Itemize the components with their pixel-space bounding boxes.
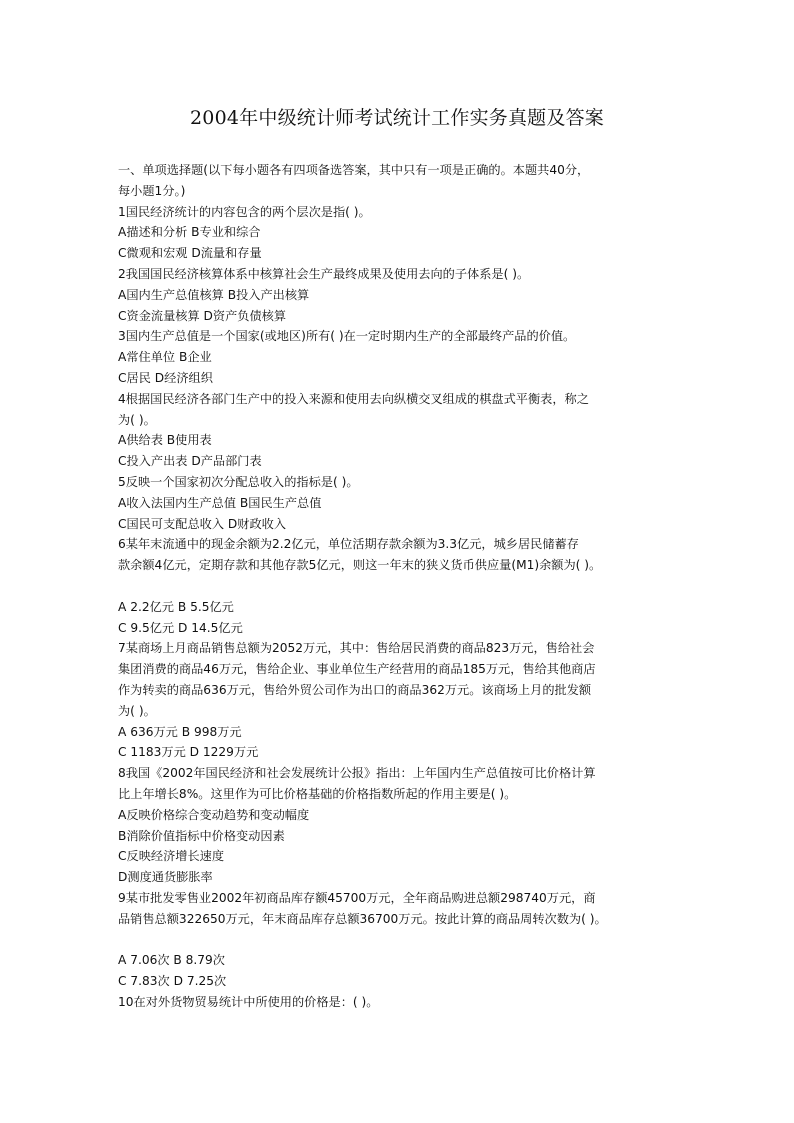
text-line: 1国民经济统计的内容包含的两个层次是指( )。 — [118, 204, 371, 219]
text-line: A常住单位 B企业 — [118, 350, 212, 365]
text-line: D测度通货膨胀率 — [118, 870, 213, 885]
text-line: C 1183万元 D 1229万元 — [118, 745, 259, 760]
text-line: C微观和宏观 D流量和存量 — [118, 246, 262, 261]
text-line: C 7.83次 D 7.25次 — [118, 974, 227, 989]
text-line: A反映价格综合变动趋势和变动幅度 — [118, 807, 310, 822]
text-line: 2我国国民经济核算体系中核算社会生产最终成果及使用去向的子体系是( )。 — [118, 266, 530, 281]
text-line: 一、单项选择题(以下每小题各有四项备选答案，其中只有一项是正确的。本题共40分， — [118, 163, 590, 177]
text-line: 集团消费的商品46万元，售给企业、事业单位生产经营用的商品185万元，售给其他商店 — [118, 662, 596, 677]
text-line: 款余额4亿元，定期存款和其他存款5亿元，则这一年末的狭义货币供应量(M1)余额为( )。 — [118, 558, 602, 573]
text-line: A国内生产总值核算 B投入产出核算 — [118, 287, 310, 302]
text-line: C投入产出表 D产品部门表 — [118, 454, 262, 469]
text-line: C 9.5亿元 D 14.5亿元 — [118, 620, 243, 635]
text-line: 作为转卖的商品636万元，售给外贸公司作为出口的商品362万元。该商场上月的批发额 — [118, 682, 592, 697]
text-line: 每小题1分。) — [118, 183, 186, 198]
text-line: 品销售总额322650万元，年末商品库存总额36700万元。按此计算的商品周转次数为( )。 — [118, 911, 607, 926]
text-line: A描述和分析 B专业和综合 — [118, 225, 261, 240]
blank-line — [118, 576, 678, 597]
text-line: 比上年增长8%。这里作为可比价格基础的价格指数所起的作用主要是( )。 — [118, 786, 517, 801]
text-line: A 7.06次 B 8.79次 — [118, 953, 225, 968]
text-line: 3国内生产总值是一个国家(或地区)所有( )在一定时期内生产的全部最终产品的价值。 — [118, 329, 576, 344]
document-body — [118, 160, 678, 1013]
text-line: 5反映一个国家初次分配总收入的指标是( )。 — [118, 474, 359, 489]
text-line: 10在对外货物贸易统计中所使用的价格是：( )。 — [118, 994, 379, 1009]
text-line: C居民 D经济组织 — [118, 370, 213, 385]
page-title: 2004年中级统计师考试统计工作实务真题及答案 — [190, 107, 604, 129]
text-line: 为( )。 — [118, 412, 156, 427]
text-line: A供给表 B使用表 — [118, 433, 212, 448]
text-line: 9某市批发零售业2002年初商品库存额45700万元，全年商品购进总额298740万元，商 — [118, 890, 596, 905]
text-line: A 636万元 B 998万元 — [118, 724, 242, 739]
text-line: 7某商场上月商品销售总额为2052万元，其中：售给居民消费的商品823万元，售给社会 — [118, 641, 595, 656]
text-line: 8我国《2002年国民经济和社会发展统计公报》指出：上年国内生产总值按可比价格计算 — [118, 766, 596, 781]
text-line: 为( )。 — [118, 703, 156, 718]
text-line: A收入法国内生产总值 B国民生产总值 — [118, 495, 322, 510]
text-line: B消除价值指标中价格变动因素 — [118, 828, 285, 843]
text-line: C反映经济增长速度 — [118, 849, 225, 864]
text-line: 4根据国民经济各部门生产中的投入来源和使用去向纵横交叉组成的棋盘式平衡表，称之 — [118, 391, 589, 406]
text-line: A 2.2亿元 B 5.5亿元 — [118, 599, 234, 614]
text-line: C国民可支配总收入 D财政收入 — [118, 516, 287, 531]
blank-line — [118, 929, 678, 950]
text-line: C资金流量核算 D资产负债核算 — [118, 308, 287, 323]
text-line: 6某年末流通中的现金余额为2.2亿元，单位活期存款余额为3.3亿元，城乡居民储蓄存 — [118, 537, 579, 552]
